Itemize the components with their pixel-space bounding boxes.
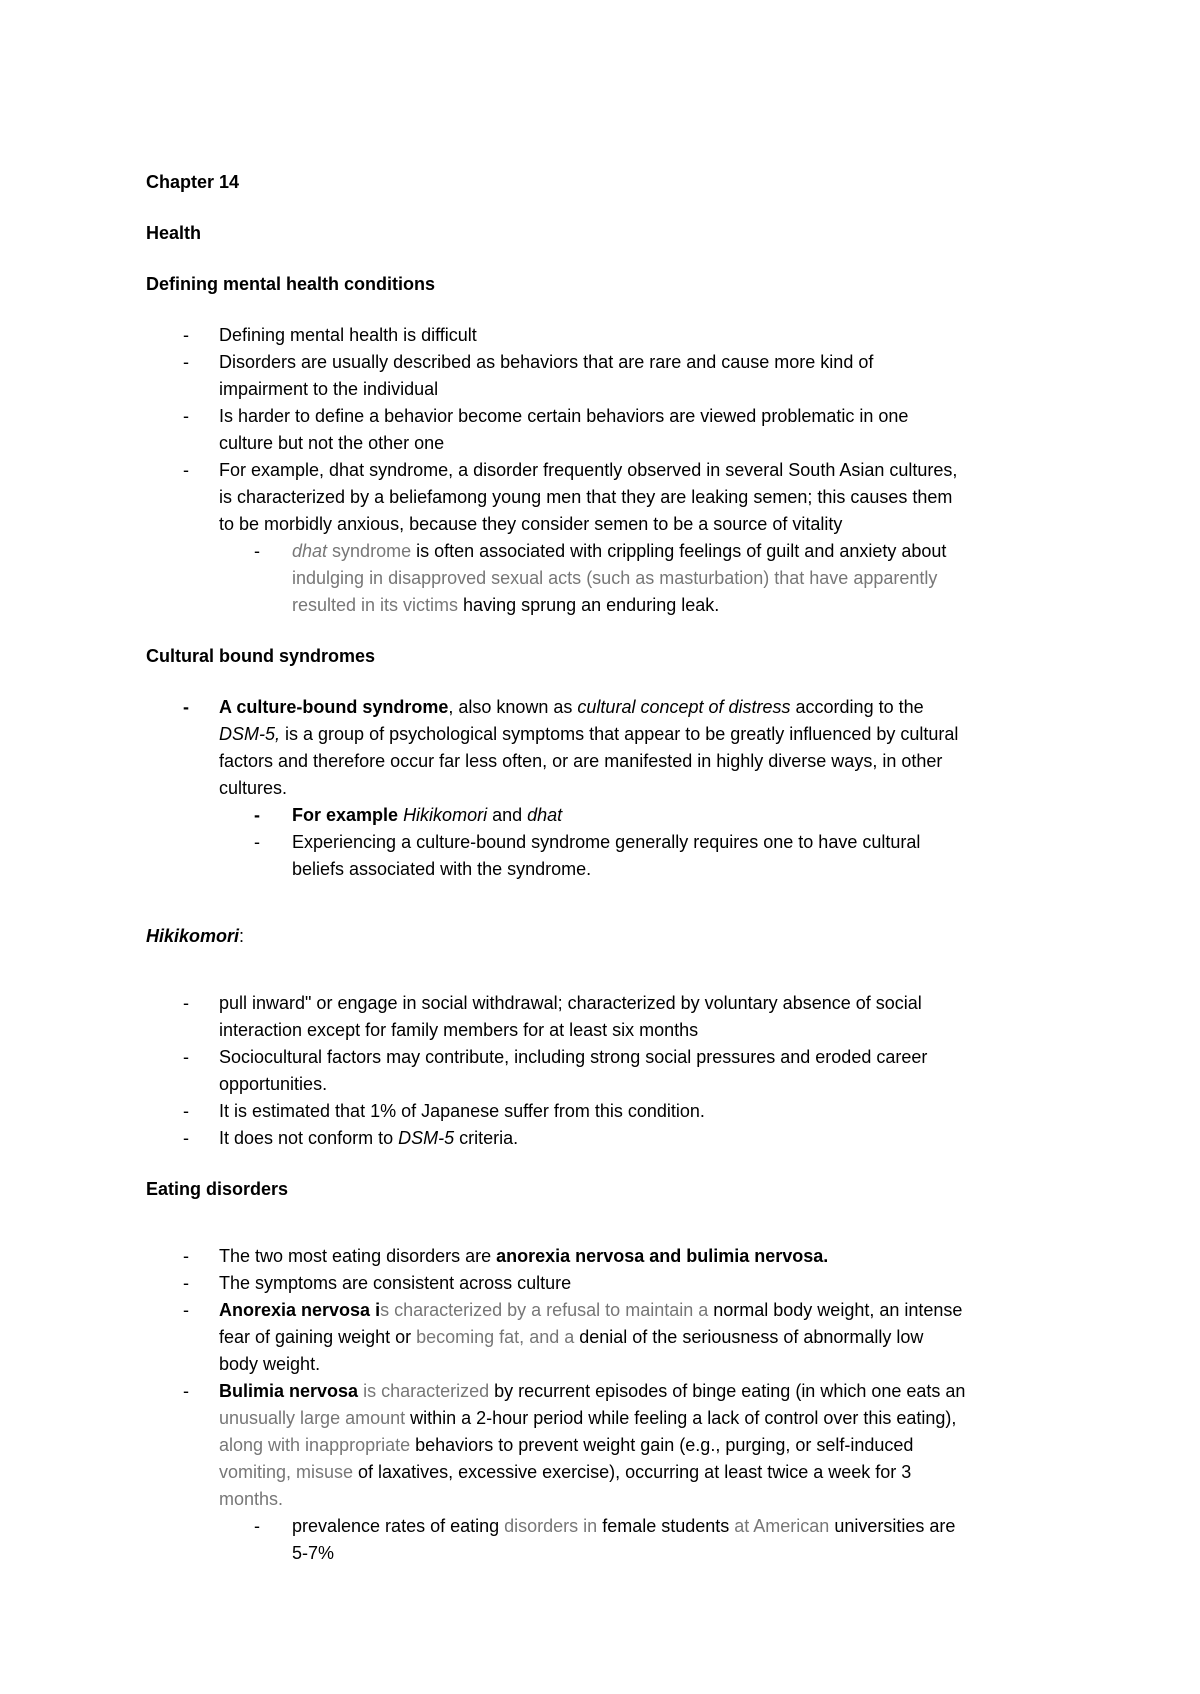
grey-text: s characterized by a refusal to maintain a xyxy=(380,1300,709,1320)
text-span: prevalence rates of eating xyxy=(292,1516,505,1536)
bold-term: A culture-bound syndrome xyxy=(219,697,449,717)
bullet-marker: - xyxy=(183,1273,189,1293)
list-item: Disorders are usually described as behaviors that are rare and cause more kind of xyxy=(219,352,874,372)
text-span: fear of gaining weight or xyxy=(219,1327,417,1347)
text-span: is a group of psychological symptoms that appear to be greatly influenced by cultural xyxy=(280,724,959,744)
sub-bullet-marker: - xyxy=(254,541,260,561)
list-item: Is harder to define a behavior become certain behaviors are viewed problematic in one xyxy=(219,406,909,426)
text-span: The two most eating disorders are xyxy=(219,1246,497,1266)
list-item-continued: is characterized by a beliefamong young men that they are leaking semen; this causes them xyxy=(219,487,953,507)
list-item-continued: impairment to the individual xyxy=(219,379,439,399)
text-span: within a 2-hour period while feeling a lack of control over this eating), xyxy=(405,1408,957,1428)
sub-list-item xyxy=(292,1515,955,1537)
sub-list-item-continued: indulging in disapproved sexual acts (such as masturbation) that have apparently xyxy=(292,568,938,588)
chapter-title: Chapter 14 xyxy=(146,172,240,192)
list-item-continued: to be morbidly anxious, because they consider semen to be a source of vitality xyxy=(219,514,843,534)
list-item xyxy=(219,696,924,718)
text-span: normal body weight, an intense xyxy=(708,1300,963,1320)
list-item-continued: culture but not the other one xyxy=(219,433,445,453)
grey-text: along with inappropriate xyxy=(219,1435,411,1455)
list-item xyxy=(219,1299,962,1321)
bold-term: Bulimia nervosa xyxy=(219,1381,359,1401)
sub-list-item xyxy=(292,804,562,826)
list-item xyxy=(219,1127,518,1149)
bold-term: Anorexia nervosa i xyxy=(219,1300,381,1320)
bullet-marker: - xyxy=(183,325,189,345)
sub-bullet-marker: - xyxy=(254,1516,260,1536)
bullet-marker: - xyxy=(183,993,189,1013)
section-title: Health xyxy=(146,223,202,243)
grey-text: at American xyxy=(729,1516,830,1536)
heading-term: Hikikomori xyxy=(146,926,240,946)
heading-hikikomori xyxy=(146,925,244,947)
grey-text: unusually large amount xyxy=(219,1408,406,1428)
list-item-continued xyxy=(219,723,958,745)
dhat-term: dhat xyxy=(292,541,328,561)
list-item: For example, dhat syndrome, a disorder frequently observed in several South Asian cultures, xyxy=(219,460,958,480)
bullet-marker: - xyxy=(183,1101,189,1121)
list-item-continued: body weight. xyxy=(219,1354,321,1374)
text-span: behaviors to prevent weight gain (e.g., purging, or self-induced xyxy=(410,1435,914,1455)
sub-list-item-continued: 5-7% xyxy=(292,1543,335,1563)
bullet-marker: - xyxy=(183,1300,189,1320)
heading-defining-mental-health: Defining mental health conditions xyxy=(146,274,436,294)
grey-text: resulted in its victims xyxy=(292,595,459,615)
bullet-marker: - xyxy=(183,460,189,480)
bullet-marker: - xyxy=(183,1047,189,1067)
sub-list-item: Experiencing a culture-bound syndrome generally requires one to have cultural xyxy=(292,832,921,852)
text-span: It does not conform to xyxy=(219,1128,399,1148)
grey-text: vomiting, misuse xyxy=(219,1462,354,1482)
bold-term: For example xyxy=(292,805,399,825)
text-span: having sprung an enduring leak. xyxy=(458,595,720,615)
heading-eating-disorders: Eating disorders xyxy=(146,1179,289,1199)
list-item-continued: months. xyxy=(219,1489,284,1509)
bullet-marker: - xyxy=(183,1246,189,1266)
bullet-marker: - xyxy=(183,1381,189,1401)
bullet-marker: - xyxy=(183,1128,189,1148)
text-span: , also known as xyxy=(448,697,578,717)
sub-list-item-continued: beliefs associated with the syndrome. xyxy=(292,859,592,879)
list-item-continued xyxy=(219,1461,911,1483)
sub-list-item-continued xyxy=(292,594,719,616)
sub-bullet-marker: - xyxy=(254,805,260,825)
text-span: : xyxy=(239,926,245,946)
list-item: pull inward" or engage in social withdrawal; characterized by voluntary absence of social xyxy=(219,993,922,1013)
grey-text: becoming fat, and a xyxy=(416,1327,575,1347)
text-span: criteria. xyxy=(454,1128,519,1148)
bullet-marker: - xyxy=(183,352,189,372)
text-span: denial xyxy=(574,1327,628,1347)
list-item-continued: factors and therefore occur far less often, or are manifested in highly diverse ways, in other xyxy=(219,751,943,771)
text-span: female students xyxy=(597,1516,730,1536)
list-item-continued: cultures. xyxy=(219,778,288,798)
text-span: by recurrent episodes of binge eating (in which one eats an xyxy=(489,1381,966,1401)
bullet-marker: - xyxy=(183,697,189,717)
bullet-marker: - xyxy=(183,406,189,426)
list-item-continued xyxy=(219,1326,923,1348)
sub-list-item xyxy=(292,540,946,562)
list-item: Defining mental health is difficult xyxy=(219,325,477,345)
bold-term: anorexia nervosa and bulimia nervosa. xyxy=(496,1246,829,1266)
list-item xyxy=(219,1245,828,1267)
list-item: Sociocultural factors may contribute, including strong social pressures and eroded career xyxy=(219,1047,928,1067)
italic-term: cultural concept of distress xyxy=(577,697,791,717)
grey-text: syndrome xyxy=(327,541,412,561)
italic-term: dhat xyxy=(527,805,563,825)
text-span: and xyxy=(487,805,528,825)
list-item: It is estimated that 1% of Japanese suffer from this condition. xyxy=(219,1101,705,1121)
italic-term: DSM-5, xyxy=(219,724,281,744)
text-span: of laxatives, excessive exercise), occurring at least twice a week for 3 xyxy=(353,1462,912,1482)
grey-text: is characterized xyxy=(358,1381,490,1401)
list-item-continued xyxy=(219,1434,913,1456)
text-span: is often associated with crippling feelings of guilt and anxiety about xyxy=(411,541,947,561)
heading-cultural-bound-syndromes: Cultural bound syndromes xyxy=(146,646,376,666)
italic-term: Hikikomori xyxy=(403,805,488,825)
text-span: of the seriousness of abnormally low xyxy=(627,1327,924,1347)
list-item: The symptoms are consistent across culture xyxy=(219,1273,572,1293)
italic-term: DSM-5 xyxy=(398,1128,455,1148)
text-span: universities are xyxy=(829,1516,956,1536)
list-item-continued: opportunities. xyxy=(219,1074,328,1094)
list-item xyxy=(219,1380,965,1402)
grey-text: disorders in xyxy=(504,1516,598,1536)
list-item-continued xyxy=(219,1407,956,1429)
sub-bullet-marker: - xyxy=(254,832,260,852)
list-item-continued: interaction except for family members for at least six months xyxy=(219,1020,699,1040)
text-span: according to the xyxy=(790,697,924,717)
